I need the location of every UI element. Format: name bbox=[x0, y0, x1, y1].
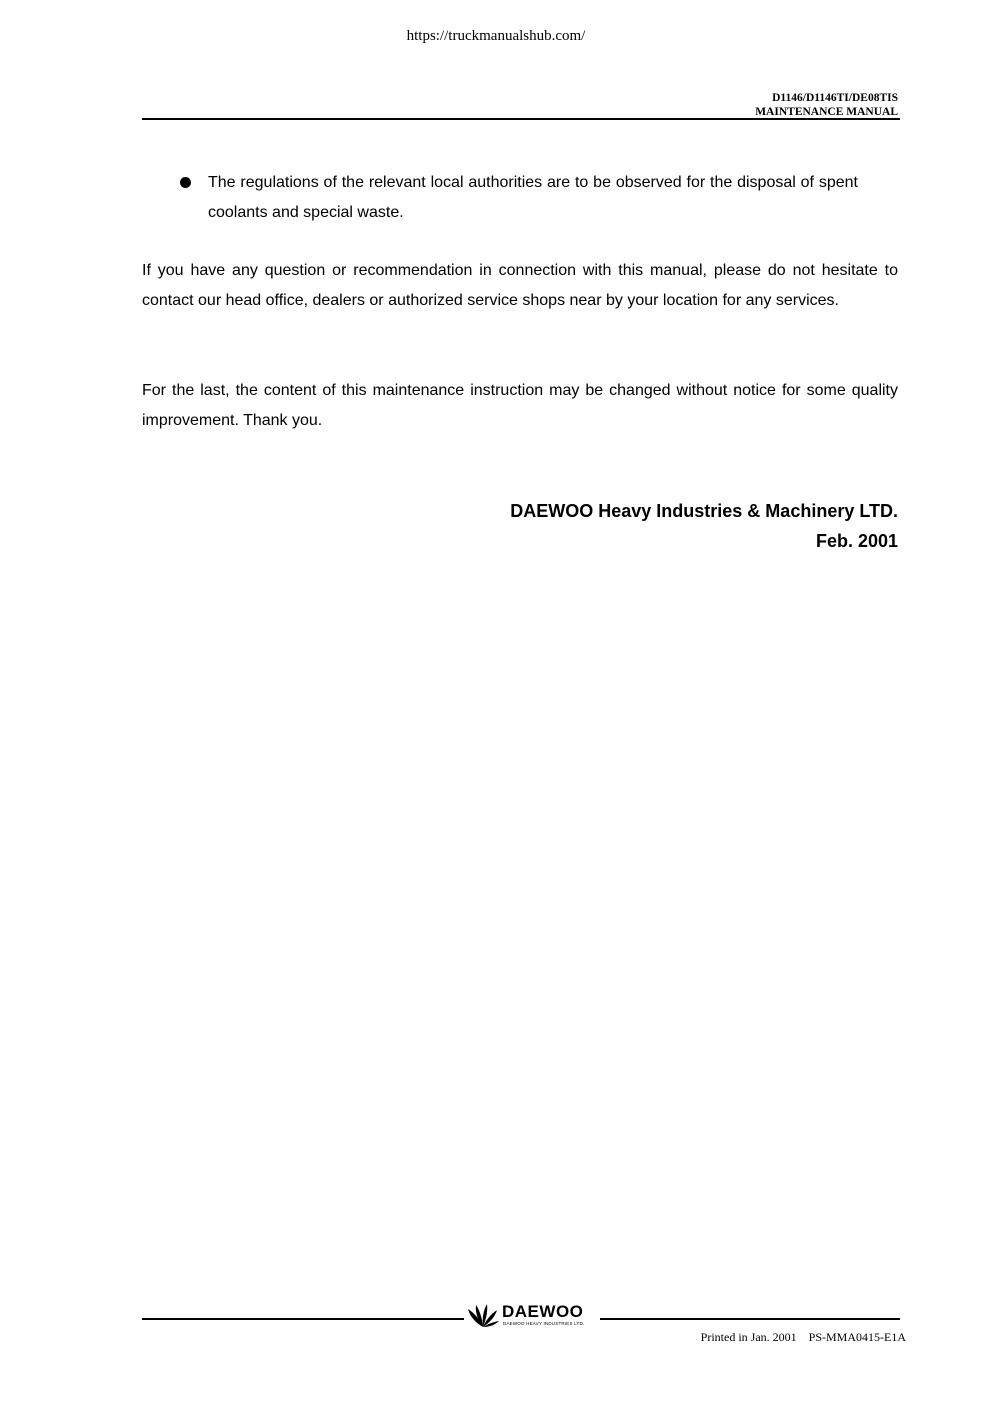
logo-wordmark: DAEWOO bbox=[502, 1302, 584, 1321]
bullet-text: The regulations of the relevant local authorities are to be observed for the disposal of spent coolants and special waste. bbox=[208, 174, 858, 221]
bullet-list-item bbox=[180, 168, 858, 228]
page-header bbox=[755, 91, 898, 119]
signature-date: Feb. 2001 bbox=[815, 531, 898, 551]
bullet-dot-icon bbox=[180, 177, 191, 188]
daewoo-leaf-icon bbox=[466, 1303, 500, 1329]
daewoo-logo bbox=[466, 1303, 598, 1329]
signature-company: DAEWOO Heavy Industries & Machinery LTD. bbox=[510, 501, 898, 521]
notice-paragraph: For the last, the content of this maintenance instruction may be changed without notice for some quality improvement. Thank you. bbox=[142, 382, 898, 429]
model-number: D1146/D1146TI/DE08TIS bbox=[772, 92, 898, 104]
document-code: PS-MMA0415-E1A bbox=[808, 1330, 906, 1344]
logo-subtitle: DAEWOO HEAVY INDUSTRIES LTD. bbox=[503, 1321, 585, 1326]
print-info bbox=[701, 1330, 906, 1345]
footer-divider-left bbox=[142, 1318, 464, 1320]
header-divider bbox=[142, 118, 900, 120]
source-url: https://truckmanualshub.com/ bbox=[406, 28, 586, 44]
print-date: Printed in Jan. 2001 bbox=[700, 1330, 797, 1344]
contact-paragraph: If you have any question or recommendation in connection with this manual, please do not hesitate to contact our head office, dealers or authorized service shops near by your location for any services. bbox=[142, 262, 898, 309]
manual-title: MAINTENANCE MANUAL bbox=[755, 106, 898, 118]
footer-divider-right bbox=[600, 1318, 900, 1320]
